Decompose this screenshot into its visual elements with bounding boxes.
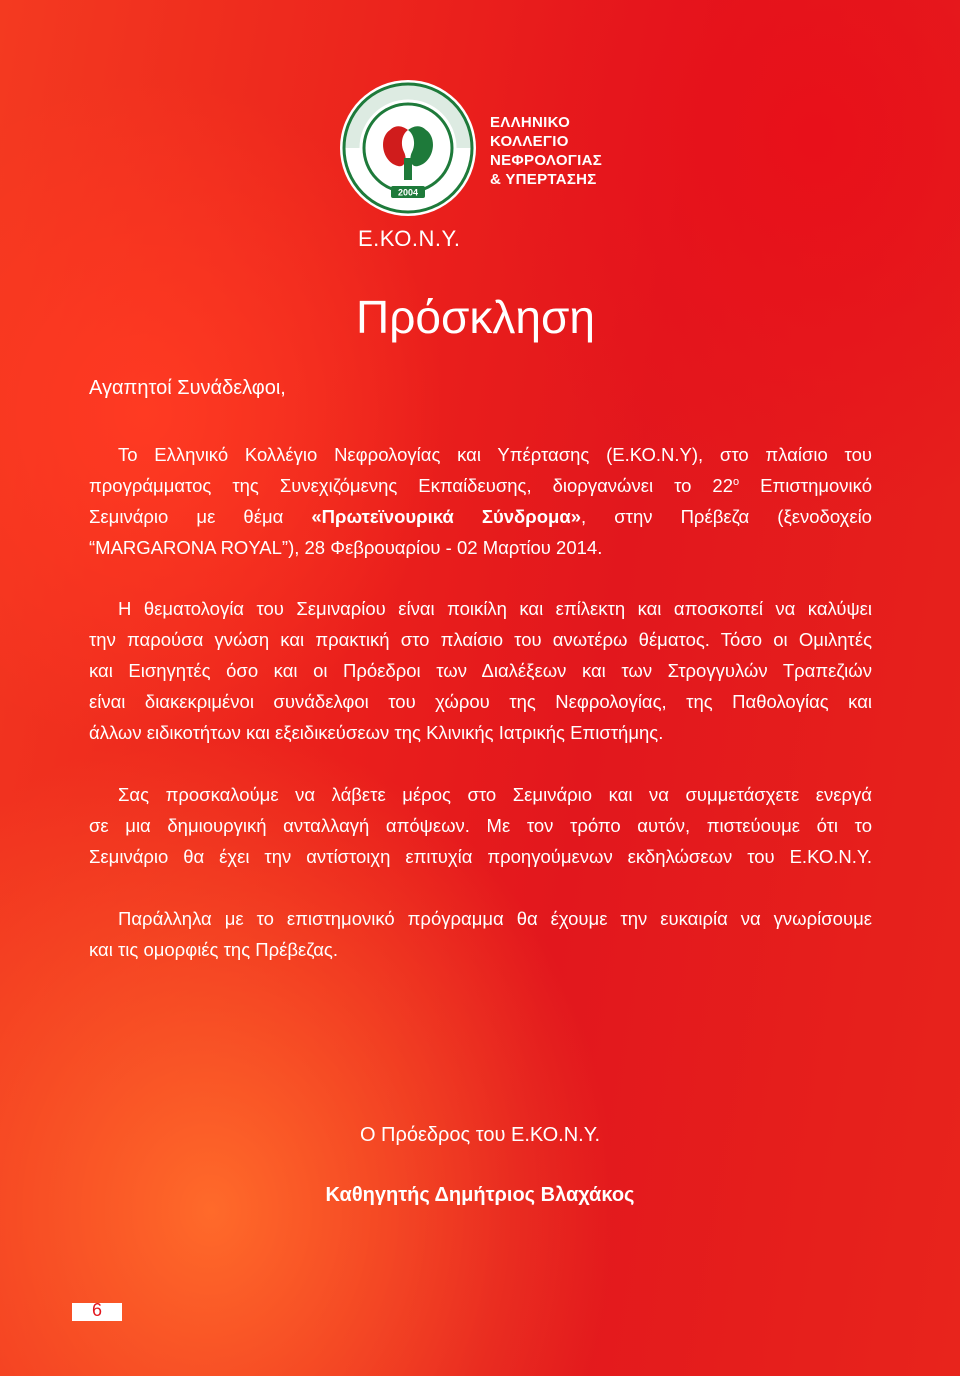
greeting: Αγαπητοί Συνάδελφοι, [89, 377, 286, 399]
paragraph-3-line-1: Σας προσκαλούμε να λάβετε μέρος στο Σεμινάριο και να συμμετάσχετε ενεργά [118, 784, 872, 805]
paragraph-1 [89, 439, 872, 563]
logo-line-2: ΚΟΛΛΕΓΙΟ [490, 133, 569, 150]
paragraph-1-line-2 [89, 470, 872, 501]
paragraph-2-line-4: είναι διακεκριμένοι συνάδελφοι του χώρου της Νεφρολογίας, της Παθολογίας και [89, 691, 872, 712]
signature-name: Καθηγητής Δημήτριος Βλαχάκος [325, 1184, 635, 1206]
paragraph-4-line-2: και τις ομορφιές της Πρέβεζας. [89, 939, 338, 960]
page-title: Πρόσκληση [356, 291, 595, 343]
paragraph-3 [89, 779, 872, 872]
logo-wordmark [490, 113, 602, 189]
paragraph-2 [89, 593, 872, 748]
paragraph-2-line-5: άλλων ειδικοτήτων και εξειδικεύσεων της Κλινικής Ιατρικής Επιστήμης. [89, 722, 664, 743]
logo-line-3: ΝΕΦΡΟΛΟΓΙΑΣ [490, 152, 603, 169]
college-seal-logo [338, 78, 478, 218]
paragraph-2-line-2: την παρούσα γνώση και πρακτική στο πλαίσιο του ανωτέρω θέματος. Τόσο οι Ομιλητές [89, 629, 872, 650]
seminar-topic: «Πρωτεϊνουρικά Σύνδρομα» [311, 506, 581, 527]
seal-year: 2004 [397, 187, 419, 198]
p1-line3-text-end: , στην Πρέβεζα (ξενοδοχείο [580, 506, 872, 527]
p1-line2-text-end: Επιστημονικό [739, 475, 872, 496]
logo-abbreviation: Ε.ΚΟ.Ν.Υ. [358, 226, 461, 251]
paragraph-1-line-3 [89, 501, 872, 532]
signature-role: Ο Πρόεδρος του Ε.ΚΟ.Ν.Υ. [359, 1124, 601, 1146]
paragraph-2-line-3: και Εισηγητές όσο και οι Πρόεδροι των Διαλέξεων και των Στρογγυλών Τραπεζιών [89, 660, 872, 681]
paragraph-1-line-1: Το Ελληνικό Κολλέγιο Νεφρολογίας και Υπέρτασης (Ε.ΚΟ.Ν.Υ), στο πλαίσιο του [118, 444, 872, 465]
ordinal-superscript: ο [733, 475, 740, 488]
logo-line-4: & ΥΠΕΡΤΑΣΗΣ [490, 171, 597, 188]
page-number: 6 [91, 1300, 102, 1320]
paragraph-1-line-4: “MARGARONA ROYAL”), 28 Φεβρουαρίου - 02 Μαρτίου 2014. [89, 537, 603, 558]
p1-line2-text: προγράμματος της Συνεχιζόμενης Εκπαίδευσης, διοργανώνει το 22 [89, 475, 733, 496]
logo-line-1: ΕΛΛΗΝΙΚΟ [490, 114, 571, 131]
p1-line3-text: Σεμινάριο με θέμα [89, 506, 312, 527]
paragraph-4-line-1: Παράλληλα με το επιστημονικό πρόγραμμα θα έχουμε την ευκαιρία να γνωρίσουμε [118, 908, 872, 929]
paragraph-3-line-3: Σεμινάριο θα έχει την αντίστοιχη επιτυχία προηγούμενων εκδηλώσεων του Ε.ΚΟ.Ν.Υ. [89, 846, 872, 867]
paragraph-4 [89, 903, 872, 965]
paragraph-2-line-1: Η θεματολογία του Σεμιναρίου είναι ποικίλη και επίλεκτη και αποσκοπεί να καλύψει [118, 598, 872, 619]
paragraph-3-line-2: σε μια δημιουργική ανταλλαγή απόψεων. Με τον τρόπο αυτόν, πιστεύουμε ότι το [89, 815, 872, 836]
